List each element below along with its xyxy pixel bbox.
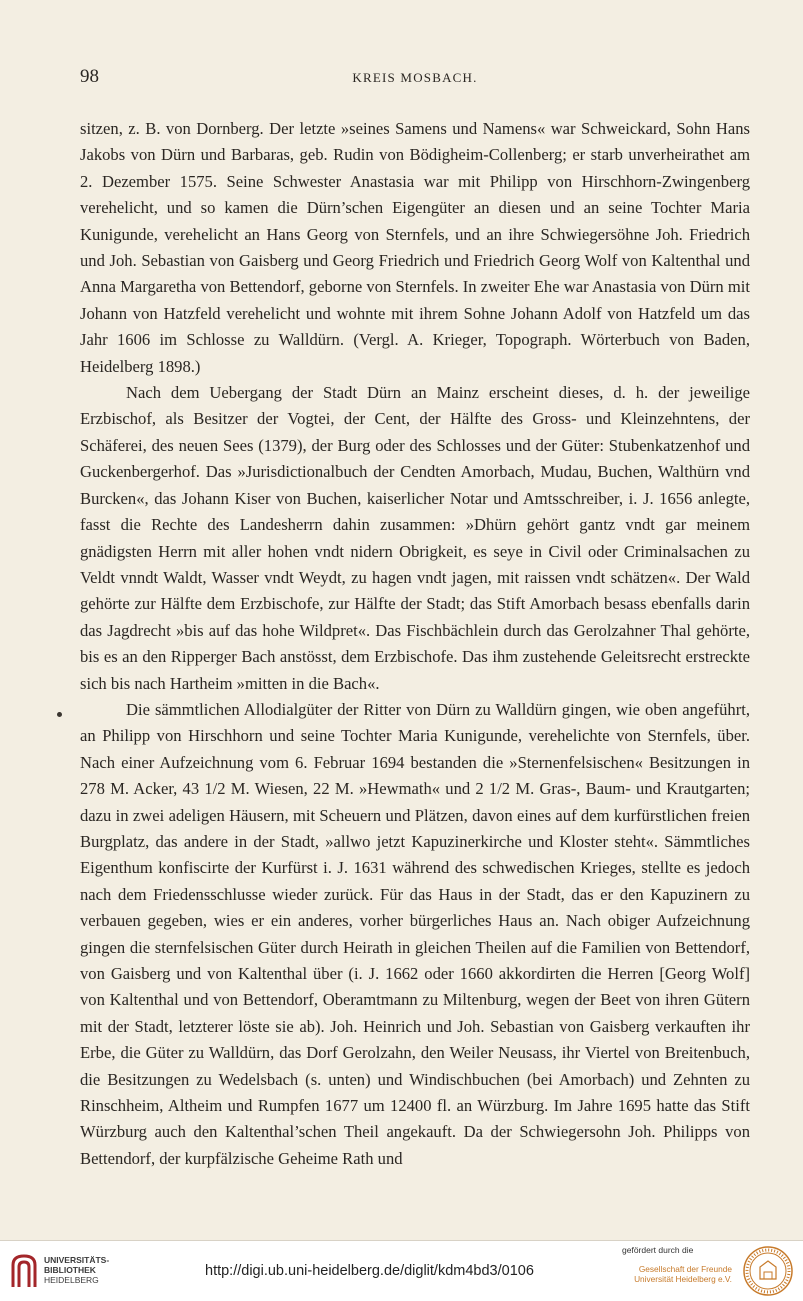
university-seal-icon[interactable]: [742, 1245, 794, 1297]
body-text: [80, 116, 750, 1172]
library-logo-icon[interactable]: [10, 1253, 38, 1289]
funded-by-label: gefördert durch die: [622, 1245, 694, 1255]
running-title: KREIS MOSBACH.: [352, 70, 478, 85]
paragraph-1: sitzen, z. B. von Dornberg. Der letzte »seines Samens und Namens« war Schweickard, Sohn Hans Jakobs von Dürn und Barbaras, geb. Rudin von Bödigheim-Collenberg; er starb unverheirathet am 2. Dezember 1575. Seine Schwester Anastasia war mit Philipp von Hirschhorn-Zwingenberg verehelicht, und so kamen die Dürn’schen Eigengüter an diesen und an seine Tochter Maria Kunigunde, verehelicht an Hans Georg von Sternfels, und an ihre Schwiegersöhne Joh. Friedrich und Joh. Sebastian von Gaisberg und Georg Friedrich und Friedrich Georg Wolf von Kaltenthal und Anna Margaretha von Bettendorf, geborne von Sternfels. In zweiter Ehe war Anastasia von Dürn mit Johann von Hatzfeld verehelicht und wohnte mit ihrem Sohne Johann Adolf von Hatzfeld um das Jahr 1606 im Schlosse zu Walldürn. (Vergl. A. Krieger, Topograph. Wörterbuch von Baden, Heidelberg 1898.): [80, 119, 750, 376]
paragraph-3: Die sämmtlichen Allodialgüter der Ritter von Dürn zu Walldürn gingen, wie oben angeführt, an Philipp von Hirschhorn und seine Tochter Maria Kunigunde, verehelichte von Sternfels, über. Nach einer Aufzeichnung vom 6. Februar 1694 bestanden die »Sternenfelsischen« Besitzungen in 278 M. Acker, 43 1/2 M. Wiesen, 22 M. »Hewmath« und 2 1/2 M. Gras-, Baum- und Krautgarten; dazu in zwei adeligen Häusern, mit Scheuern und Plätzen, davon eines auf dem kurfürstlichen freien Burgplatz, das andere in der Stadt, »allwo jetzt Kapuzinerkirche und Kloster steht«. Sämmtliches Eigenthum konfiscirte der Kurfürst i. J. 1631 während des schwedischen Krieges, stellte es jedoch nach dem Friedensschlusse wieder zurück. Für das Haus in der Stadt, das er den Kapuzinern zu verbauen gegeben, wies er ein anderes, vorher bürgerliches Haus an. Nach obiger Aufzeichnung gingen die sternfelsischen Güter durch Heirath in gleichen Theilen auf die Familien von Bettendorf, von Gaisberg und von Kaltenthal über (i. J. 1662 oder 1660 akkordirten die Herren [Georg Wolf] von Kaltenthal und von Bettendorf, Oberamtmann zu Miltenburg, wegen der Beet von ihren Gütern mit der Stadt, letzterer löste sie ab). Joh. Heinrich und Joh. Sebastian von Gaisberg verkauften ihr Erbe, die Güter zu Walldürn, das Dorf Gerolzahn, den Weiler Neusass, ihr Viertel von Breitenbuch, die Besitzungen zu Wedelsbach (s. unten) und Windischbuchen (bei Amorbach) und Zehnten zu Rinschheim, Altheim und Rumpfen 1677 um 12400 fl. an Würzburg. Im Jahre 1695 hatte das Stift Würzburg auch den Kaltenthal’schen Theil angekauft. Da der Schwiegersohn Joh. Philipps von Bettendorf, der kurpfälzische Geheime Rath und: [80, 699, 750, 1168]
society-name[interactable]: [614, 1264, 732, 1284]
margin-mark: [57, 712, 62, 717]
permalink-url[interactable]: http://digi.ub.uni-heidelberg.de/diglit/kdm4bd3/0106: [205, 1263, 534, 1279]
page-header: [80, 66, 750, 90]
library-name-line2: BIBLIOTHEK: [44, 1265, 96, 1275]
library-name-line1: UNIVERSITÄTS-: [44, 1255, 110, 1265]
paragraph-2: Nach dem Uebergang der Stadt Dürn an Mainz erscheint dieses, d. h. der jeweilige Erzbischof, als Besitzer der Vogtei, der Cent, der Hälfte des Gross- und Kleinzehntens, der Schäferei, des neuen Sees (1379), der Burg oder des Schlosses und der Güter: Stubenkatzenhof und Guckenbergerhof. Das »Jurisdictionalbuch der Cendten Amorbach, Mudau, Buchen, Walthürn vnd Burcken«, das Johann Kiser von Buchen, kaiserlicher Notar und Amtsschreiber, i. J. 1656 anlegte, fasst die Rechte des Landesherrn dahin zusammen: »Dhürn gehört gantz vndt gar meinem gnädigsten Herrn mit aller hohen vndt nidern Obrigkeit, es seye in Civil oder Criminalsachen zu Veldt vnndt Waldt, Wasser vndt Weydt, zu hagen vndt jagen, mit raissen vndt schätzen«. Der Wald gehörte zur Hälfte dem Erzbischofe, zur Hälfte der Stadt; das Stift Amorbach besass ebenfalls darin das Jagdrecht »bis auf das hohe Wildpret«. Das Fischbächlein durch das Gerolzahner Thal gehörte, bis es an den Ripperger Bach anstösst, dem Erzbischofe. Das ihm zustehende Geleitsrecht erstreckte sich bis nach Hartheim »mitten in die Bach«.: [80, 383, 750, 693]
library-name-line3: HEIDELBERG: [44, 1275, 99, 1285]
library-name[interactable]: [44, 1255, 109, 1285]
page-number: 98: [80, 66, 99, 87]
society-name-line1: Gesellschaft der Freunde: [638, 1264, 732, 1274]
society-name-line2: Universität Heidelberg e.V.: [634, 1274, 732, 1284]
footer-bar: [0, 1240, 803, 1301]
